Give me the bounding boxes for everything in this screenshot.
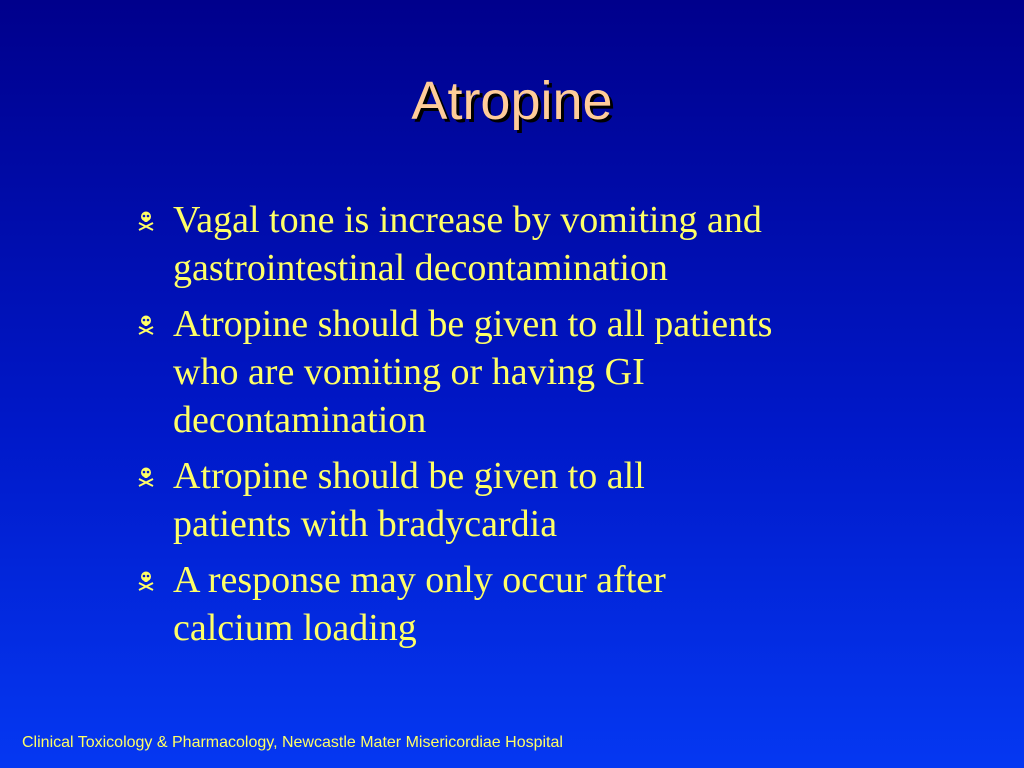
bullet-item	[133, 452, 893, 548]
skull-crossbones-icon	[137, 467, 155, 487]
bullet-text: Atropine should be given to all patients who are vomiting or having GI decontamination	[173, 303, 773, 441]
bullet-text: Vagal tone is increase by vomiting and gastrointestinal decontamination	[173, 199, 762, 289]
bullet-list	[133, 196, 893, 660]
skull-crossbones-icon	[137, 211, 155, 231]
footer-text: Clinical Toxicology & Pharmacology, Newcastle Mater Misericordiae Hospital	[22, 734, 563, 751]
bullet-item	[133, 196, 893, 292]
slide-title: Atropine	[411, 71, 613, 131]
skull-crossbones-icon	[137, 315, 155, 335]
bullet-text: A response may only occur after calcium loading	[173, 559, 666, 649]
bullet-item	[133, 300, 893, 444]
skull-crossbones-icon	[137, 571, 155, 591]
bullet-item	[133, 556, 893, 652]
bullet-text: Atropine should be given to all patients with bradycardia	[173, 455, 645, 545]
